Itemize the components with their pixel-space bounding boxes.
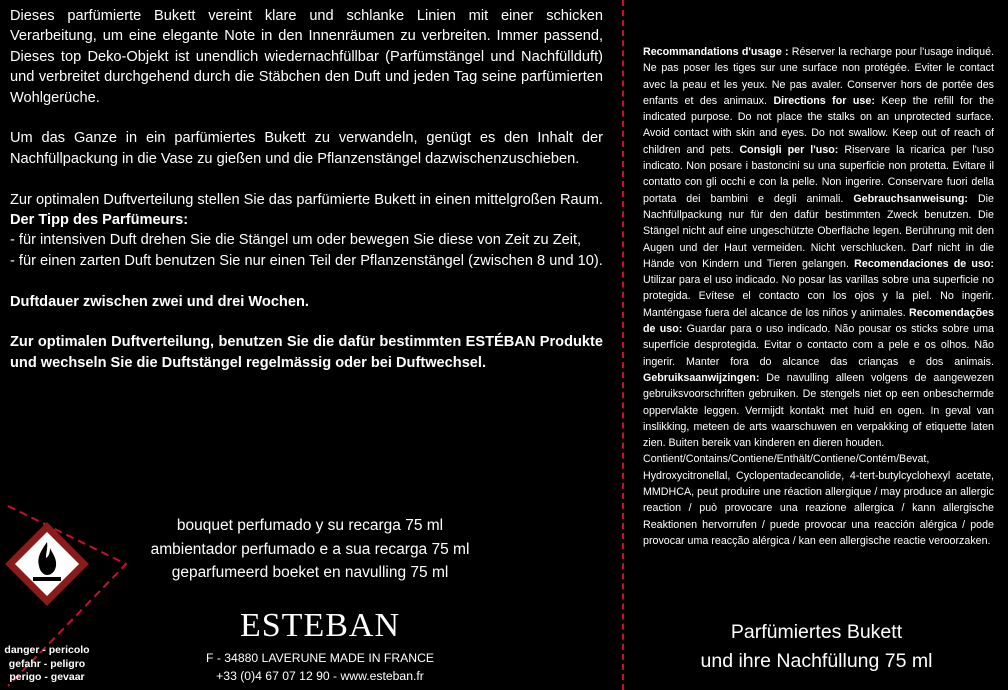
label-de: Gebrauchsanweisung: — [853, 192, 968, 205]
ingredients-allergens: Contient/Contains/Contiene/Enthält/Contiene/Contém/Bevat, Hydroxycitronellal, Cyclopentadecanolide, 4-tert-butylcyclohexyl acetate, MMDHCA, peut produire une réaction allergique / may produce an allergic reaction / può provocare una reazione allergica / kann allergische Reaktionen hervorrufen / puede provocar una reacción alérgica / pode provocar uma reacção alérgica / kan een allergische reactie veroorzaken. — [643, 453, 994, 547]
product-title-line-1: Parfümiertes Bukett — [730, 621, 903, 643]
tip-heading: Der Tipp des Parfümeurs: — [10, 212, 189, 229]
label-pt: Recomendações de uso: — [643, 306, 994, 336]
label-fr: Recommandations d'usage : — [643, 46, 789, 58]
hazard-text-3: perigo - gevaar — [9, 671, 85, 683]
label-it: Consigli per l'uso: — [739, 143, 839, 156]
tip-item-1: - für intensiven Duft drehen Sie die Stängel um oder bewegen Sie diese von Zeit zu Zeit, — [10, 232, 582, 249]
tip-item-2: - für einen zarten Duft benutzen Sie nur einen Teil der Pflanzenstängel (zwischen 8 und 10). — [10, 252, 603, 269]
text-nl: De navulling alleen volgens de aangewezen gebruiksvoorschriften gebruiken. De stengels niet op een onbeschermde oppervlakte leggen. Vermijdt kontakt met huid en ogen. In geval van inslikking, meteen de arts waarschuwen en verpakking of etiquette laten zien. Buiten bereik van kinderen en dieren houden. — [643, 371, 994, 450]
label-en: Directions for use: — [773, 94, 875, 107]
description-paragraph-1: Dieses parfümierte Bukett vereint klare und schlanke Linien mit einer schicken Verarbeitung, um eine elegante Note in den Innenräumen zu verbreiten. Immer passend, Dieses top Deko-Objekt ist unendlich wiedernachfüllbar (Parfümstängel und Nachfüllduft) und verbreitet durchgehend durch die Stäbchen den Duft und jeden Tag seine parfümierten Wohlgerüche. — [10, 8, 603, 106]
hazard-text-2: gefahr - peligro — [8, 657, 86, 670]
text-de: Die Nachfüllpackung nur für den dafür bestimmten Zweck benutzen. Die Stängel nicht auf eine ungeschützte Oberfläche legen. Berührung mit den Augen und der Haut vermeiden. Nicht verschlucken. Darf nicht in die Hände von Kindern und Tieren gelangen. — [643, 192, 994, 270]
label-es: Recomendaciones de uso: — [854, 257, 994, 270]
text-en: Keep the refill for the indicated purpose. Do not place the stalks on an unprotected surface. Avoid contact with skin and eyes. Do not swallow. Keep out of reach of children and pets. — [643, 94, 994, 156]
company-address — [160, 650, 480, 685]
text-es: Utilizar para el uso indicado. No posar las varillas sobre una superficie no protegida. Evítese el contacto con los ojos y la piel. No ingerir. Manténgase fuera del alcance de los niños y animales. — [643, 274, 994, 319]
label-nl: Gebruiksaanwijzingen: — [643, 371, 760, 384]
cut-line-divider — [622, 0, 624, 690]
hazard-text-1: danger - pericolo — [4, 644, 90, 656]
description-paragraph-2: Um das Ganze in ein parfümiertes Bukett zu verwandeln, genügt es den Inhalt der Nachfüllpackung in die Vase zu gießen und die Pflanzenstängel dazwischenzuschieben. — [10, 130, 603, 167]
product-names — [110, 514, 510, 585]
text-it: Riservare la ricarica per l'uso indicato. Non posare i bastoncini su una superficie non protetta. Evitare il contatto con gli occhi e con la pelle. Non ingerire. Conservare fuori della portata dei bambini e degli animali. — [643, 143, 995, 205]
address-line-2: +33 (0)4 67 07 12 90 - www.esteban.fr — [216, 668, 424, 683]
brand-logo: ESTEBAN — [240, 607, 400, 644]
text-fr: Réserver la recharge pour l'usage indiqué. Ne pas poser les tiges sur une surface non protégée. Eviter le contact avec la peau et les yeux. Ne pas avaler. Conserver hors de portée des enfants et des animaux. — [643, 46, 994, 107]
usage-recommendations — [643, 44, 994, 549]
product-title-line-2: und ihre Nachfüllung 75 ml — [700, 650, 933, 672]
duration-note: Duftdauer zwischen zwei und drei Wochen. — [10, 293, 309, 310]
description-paragraph-3: Zur optimalen Duftverteilung stellen Sie das parfümierte Bukett in einen mittelgroßen Raum. — [10, 191, 603, 208]
product-name-pt: ambientador perfumado e a sua recarga 75 ml — [150, 540, 470, 558]
text-pt: Guardar para o uso indicado. Não pousar os sticks sobre uma superfície desprotegida. Evitar o contacto com a pele e os olhos. Não ingerir. Manter fora do alcance das crianças e dos animais. — [643, 323, 994, 368]
product-name-nl: geparfumeerd boeket en navulling 75 ml — [171, 564, 449, 581]
final-recommendation: Zur optimalen Duftverteilung, benutzen Sie die dafür bestimmten ESTÉBAN Produkte und wechseln Sie die Duftstängel regelmässig oder bei Duftwechsel. — [10, 334, 603, 371]
german-description — [10, 6, 603, 373]
address-line-1: F - 34880 LAVERUNE MADE IN FRANCE — [205, 651, 434, 665]
product-title-de — [625, 618, 1008, 676]
product-name-es: bouquet perfumado y su recarga 75 ml — [176, 517, 444, 534]
